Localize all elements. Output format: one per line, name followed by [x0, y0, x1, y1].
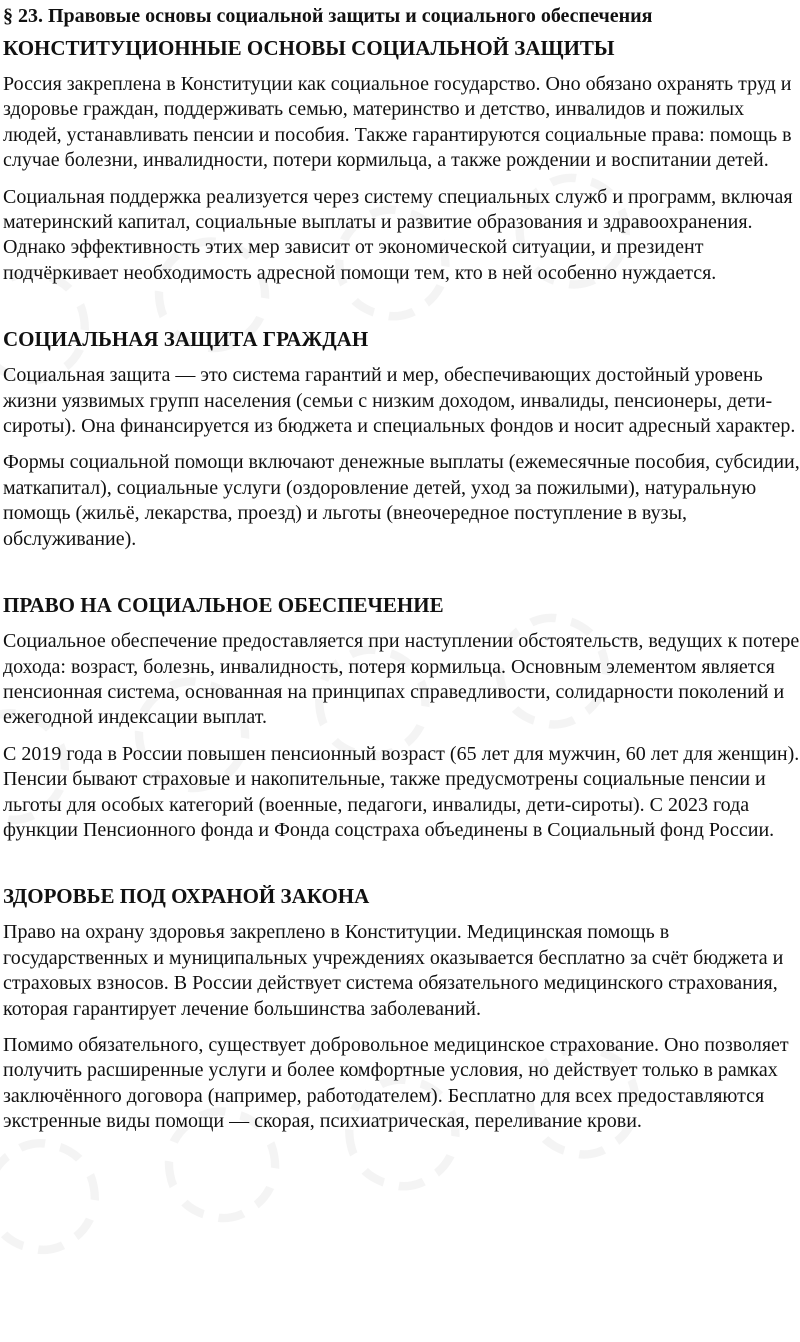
section-social-security-right — [3, 592, 800, 843]
section-heading: СОЦИАЛЬНАЯ ЗАЩИТА ГРАЖДАН — [3, 327, 369, 352]
paragraph: С 2019 года в России повышен пенсионный возраст (65 лет для мужчин, 60 лет для женщин). Пенсии бывают страховые и накопительные, также предусмотрены социальные пенсии и льготы для особых категорий (военные, педагоги, инвалиды, дети-сироты). С 2023 года функции Пенсионного фонда и Фонда соцстраха объединены в Социальный фонд России. — [3, 742, 800, 841]
paragraph: Право на охрану здоровья закреплено в Конституции. Медицинская помощь в государственных и муниципальных учреждениях оказывается бесплатно за счёт бюджета и страховых взносов. В России действует система обязательного медицинского страхования, которая гарантирует лечение большинства заболеваний. — [3, 921, 784, 1020]
paragraph: Социальная защита — это система гарантий и мер, обеспечивающих достойный уровень жизни уязвимых групп населения (семьи с низким доходом, инвалиды, пенсионеры, дети-сироты). Она финансируется из бюджета и специальных фондов и носит адресный характер. — [3, 364, 796, 438]
section-social-protection — [3, 326, 800, 552]
section-heading: ПРАВО НА СОЦИАЛЬНОЕ ОБЕСПЕЧЕНИЕ — [3, 593, 444, 618]
paragraph: Помимо обязательного, существует добровольное медицинское страхование. Оно позволяет получить расширенные услуги и более комфортные условия, но действует только в рамках заключённого договора (например, работодателем). Бесплатно для всех предоставляются экстренные виды помощи — скорая, психиатрическая, переливание крови. — [3, 1033, 789, 1133]
page-title: § 23. Правовые основы социальной защиты и социального обеспечения — [3, 5, 653, 27]
section-heading: ЗДОРОВЬЕ ПОД ОХРАНОЙ ЗАКОНА — [3, 884, 370, 909]
paragraph: Социальное обеспечение предоставляется при наступлении обстоятельств, ведущих к потере дохода: возраст, болезнь, инвалидность, потеря кормильца. Основным элементом является пенсионная система, основанная на принципах справедливости, солидарности поколений и ежегодной индексации выплат. — [3, 630, 800, 729]
paragraph: Формы социальной помощи включают денежные выплаты (ежемесячные пособия, субсидии, маткапитал), социальные услуги (оздоровление детей, уход за пожилыми), натуральную помощь (жильё, лекарства, проезд) и льготы (внеочередное поступление в вузы, обслуживание). — [3, 451, 800, 550]
section-constitutional-basis — [3, 35, 800, 286]
section-heading: КОНСТИТУЦИОННЫЕ ОСНОВЫ СОЦИАЛЬНОЙ ЗАЩИТЫ — [3, 36, 615, 60]
section-health-protection — [3, 883, 800, 1134]
paragraph: Социальная поддержка реализуется через систему специальных служб и программ, включая материнский капитал, социальные выплаты и развитие образования и здравоохранения. Однако эффективность этих мер зависит от экономической ситуации, и президент подчёркивает необходимость адресной помощи тем, кто в ней особенно нуждается. — [3, 185, 793, 284]
paragraph: Россия закреплена в Конституции как социальное государство. Оно обязано охранять труд и здоровье граждан, поддерживать семью, материнство и детство, инвалидов и пожилых людей, устанавливать пенсии и пособия. Также гарантируются социальные права: помощь в случае болезни, инвалидности, потери кормильца, а также рождении и воспитании детей. — [3, 73, 792, 172]
